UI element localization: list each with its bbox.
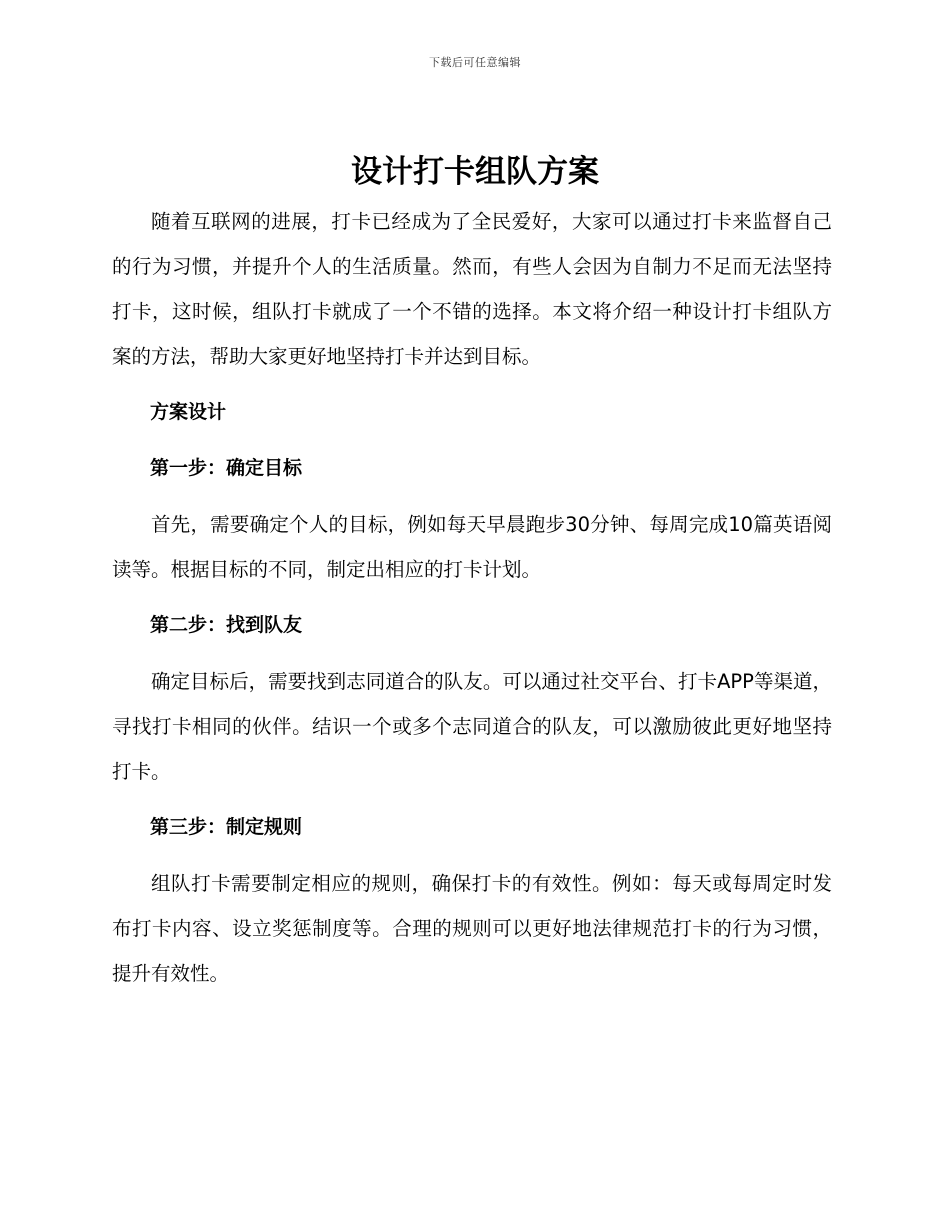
document-body xyxy=(112,199,832,996)
step-3-paragraph: 组队打卡需要制定相应的规则，确保打卡的有效性。例如：每天或每周定时发布打卡内容、设立奖惩制度等。合理的规则可以更好地法律规范打卡的行为习惯，提升有效性。 xyxy=(112,872,832,985)
step-2-heading: 第二步：找到队友 xyxy=(150,614,303,636)
step-3-heading: 第三步：制定规则 xyxy=(150,816,303,838)
intro-paragraph: 随着互联网的进展，打卡已经成为了全民爱好，大家可以通过打卡来监督自己的行为习惯，并提升个人的生活质量。然而，有些人会因为自制力不足而无法坚持打卡，这时候，组队打卡就成了一个不错的选择。本文将介绍一种设计打卡组队方案的方法，帮助大家更好地坚持打卡并达到目标。 xyxy=(112,210,832,368)
document-title: 设计打卡组队方案 xyxy=(351,154,599,190)
step-2-paragraph: 确定目标后，需要找到志同道合的队友。可以通过社交平台、打卡APP等渠道，寻找打卡相同的伙伴。结识一个或多个志同道合的队友，可以激励彼此更好地坚持打卡。 xyxy=(112,670,832,783)
step-1-paragraph: 首先，需要确定个人的目标，例如每天早晨跑步30分钟、每周完成10篇英语阅读等。根据目标的不同，制定出相应的打卡计划。 xyxy=(112,513,832,581)
step-1-heading: 第一步：确定目标 xyxy=(150,457,303,479)
header-note: 下载后可任意编辑 xyxy=(429,56,521,69)
section-heading: 方案设计 xyxy=(150,401,227,423)
